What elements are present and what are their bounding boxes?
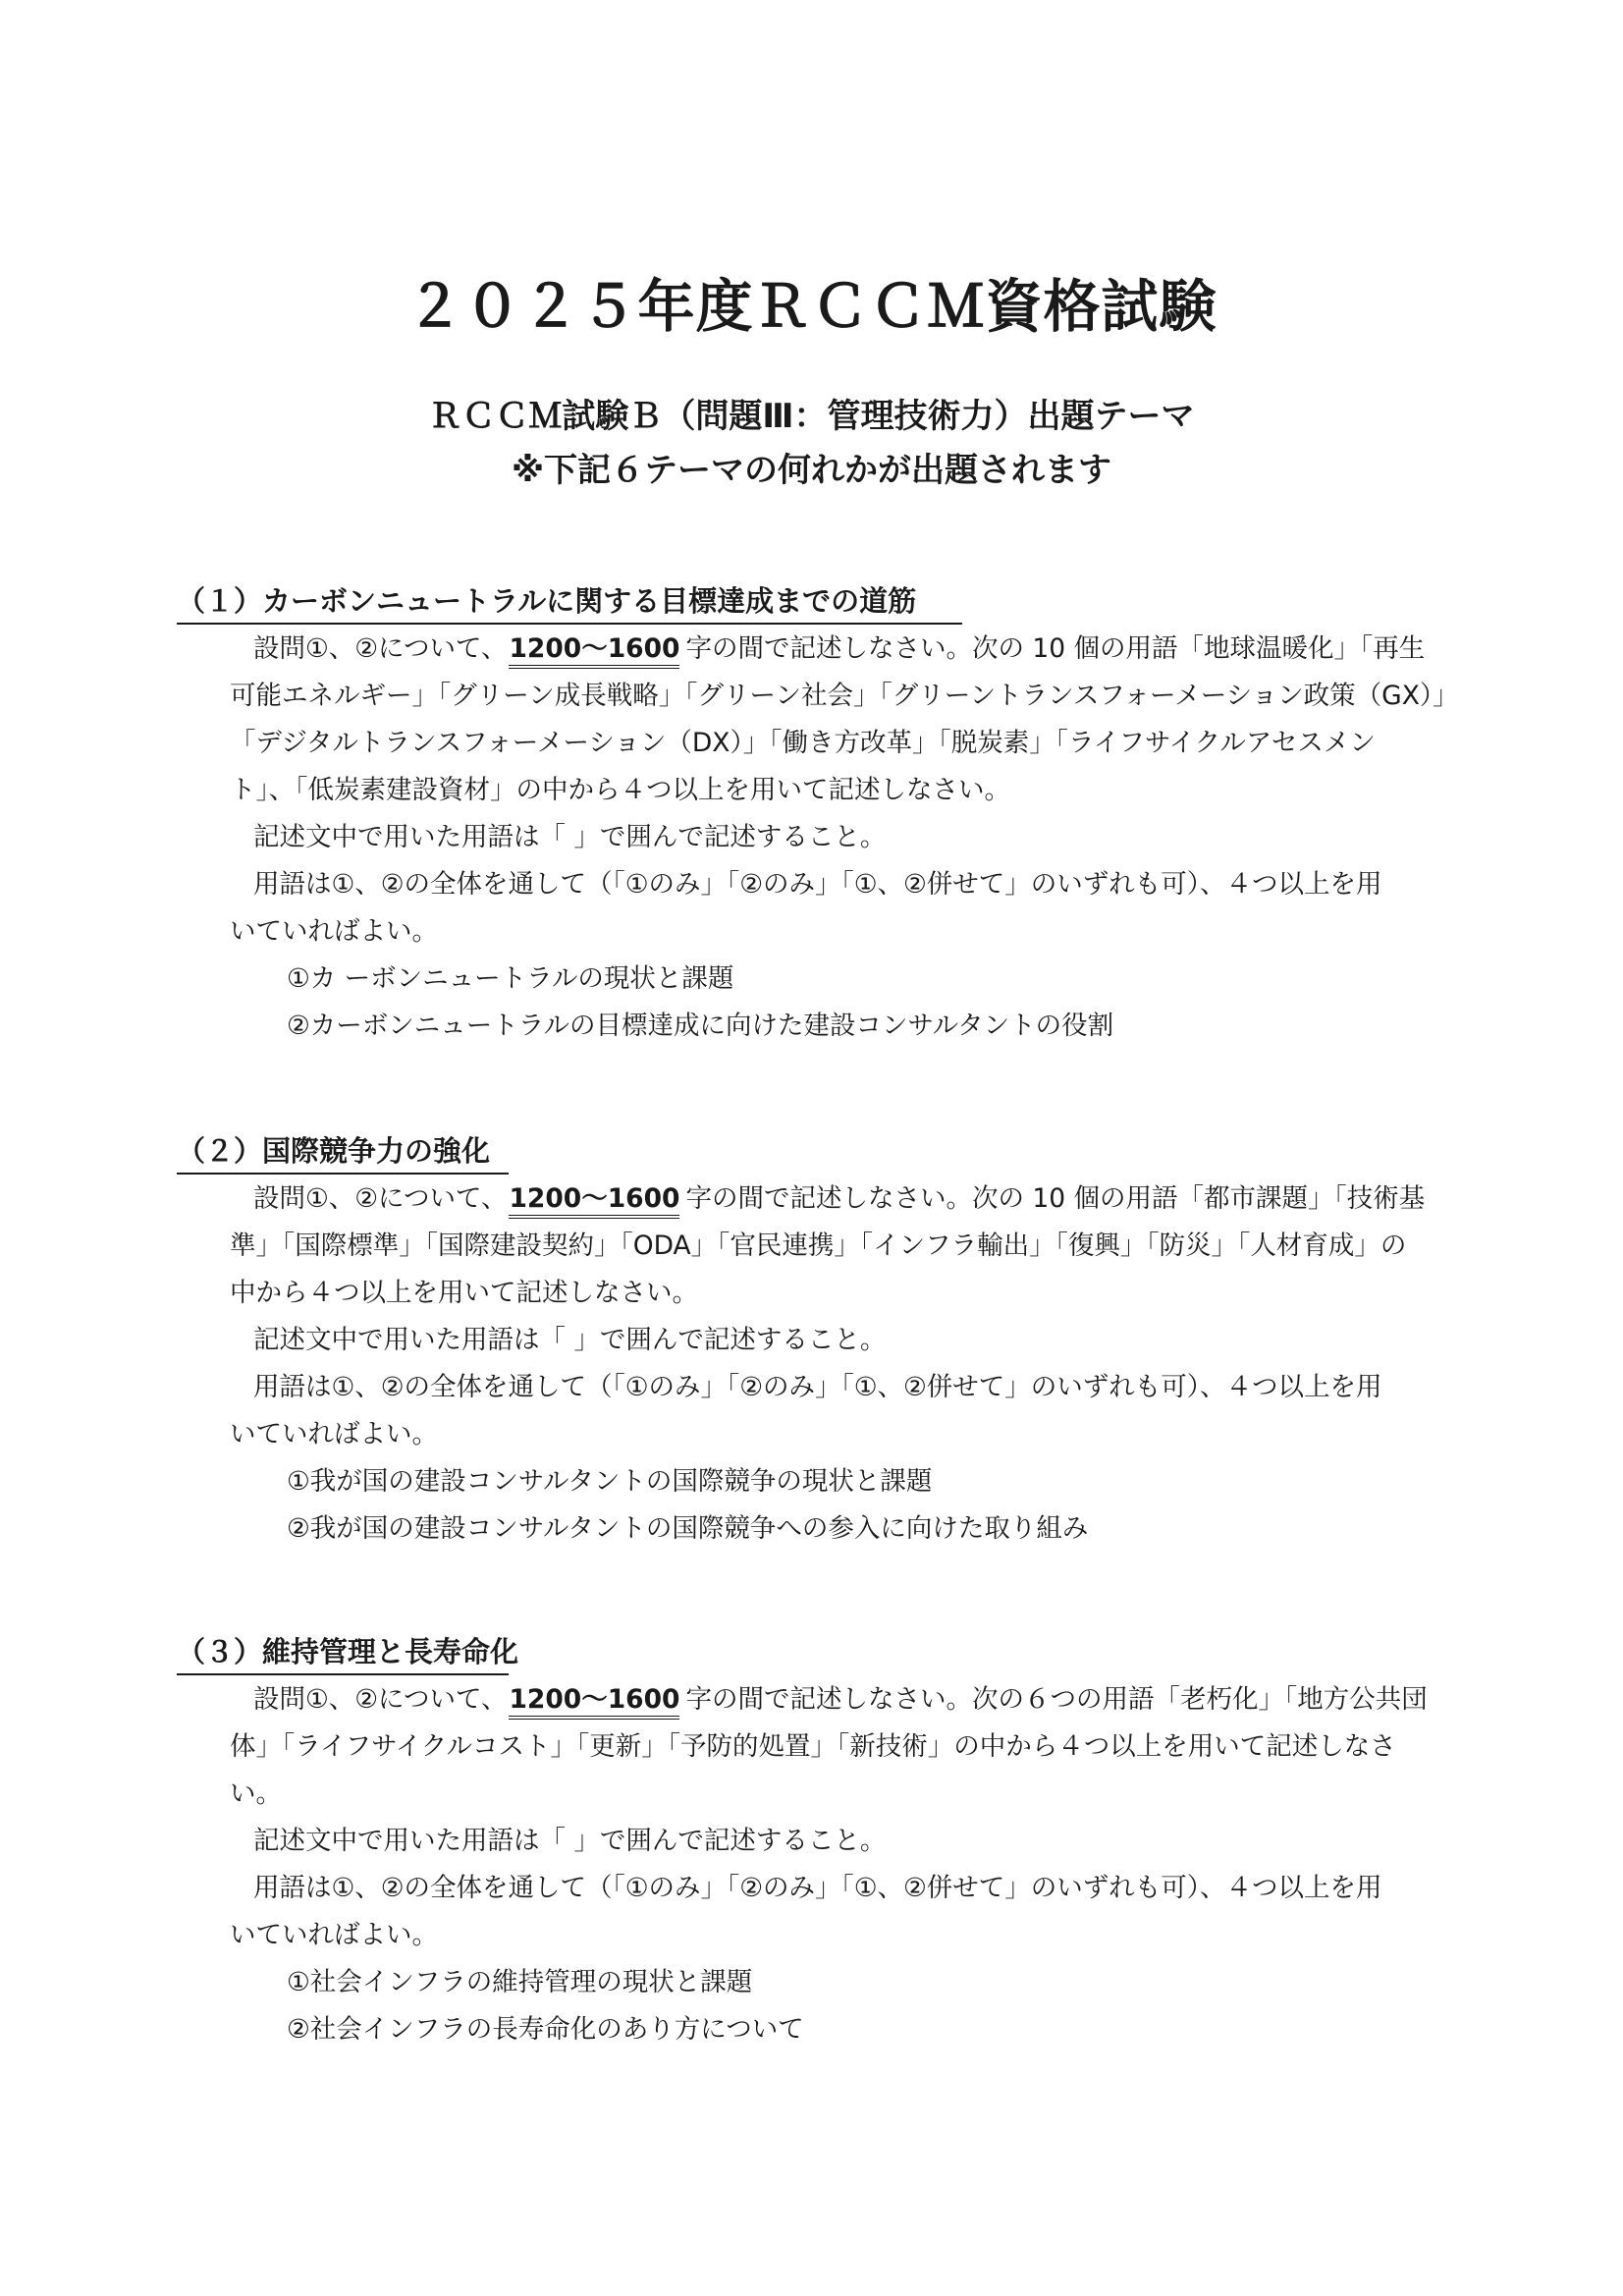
sub-question: ②社会インフラの長寿命化のあり方について [287, 2014, 804, 2045]
question-line: 可能エネルギー」「グリーン成長戦略」「グリーン社会」「グリーントランスフォーメーション政策（GX）」 [230, 681, 1459, 711]
char-count-range: 1200～1600 [509, 1684, 679, 1720]
sub-question: ①カ ーボンニュートラルの現状と課題 [287, 963, 734, 994]
sub-question: ②我が国の建設コンサルタントの国際競争への参入に向けた取り組み [287, 1513, 1089, 1544]
note-line: いていればよい。 [230, 1920, 438, 1950]
section-heading: （２）国際競争力の強化 [177, 1134, 491, 1168]
document-title: ２０２５年度ＲＣＣＭ資格試験 [406, 273, 1217, 340]
question-line: 準」「国際標準」「国際建設契約」「ODA」「官民連携」「インフラ輸出」「復興」「防災」「人材育成」の [230, 1230, 1407, 1261]
subtitle-note: ※下記６テーマの何れかが出題されます [511, 451, 1112, 490]
heading-underline [177, 1173, 509, 1175]
question-line: 設問①、②について、1200～1600 字の間で記述しなさい。次の 10 個の用語「地球温暖化」「再生 [253, 630, 1425, 668]
heading-underline [177, 623, 962, 625]
question-line: ト」、「低炭素建設資材」の中から４つ以上を用いて記述しなさい。 [230, 775, 1010, 805]
heading-underline [177, 1673, 509, 1675]
note-line: 用語は①、②の全体を通して（「①のみ」「②のみ」「①、②併せて」のいずれも可）、４つ以上を用 [253, 1873, 1382, 1903]
section-heading: （３）維持管理と長寿命化 [177, 1635, 519, 1668]
char-count-range: 1200～1600 [509, 633, 679, 669]
note-line: いていればよい。 [230, 916, 438, 947]
sub-question: ①我が国の建設コンサルタントの国際競争の現状と課題 [287, 1466, 933, 1497]
section-heading: （１）カーボンニュートラルに関する目標達成までの道筋 [177, 584, 917, 618]
question-line: 「デジタルトランスフォーメーション（DX）」「働き方改革」「脱炭素」「ライフサイクルアセスメン [230, 728, 1376, 758]
sub-question: ②カーボンニュートラルの目標達成に向けた建設コンサルタントの役割 [287, 1011, 1114, 1041]
char-count-range: 1200～1600 [509, 1183, 679, 1219]
note-line: 記述文中で用いた用語は「 」で囲んで記述すること。 [253, 1325, 887, 1355]
question-line: 中から４つ以上を用いて記述しなさい。 [230, 1278, 698, 1308]
question-line: 設問①、②について、1200～1600 字の間で記述しなさい。次の 10 個の用語「都市課題」「技術基 [253, 1180, 1425, 1218]
subtitle-exam-theme: ＲＣＣＭ試験Ｂ（問題Ⅲ：管理技術力）出題テーマ [428, 397, 1195, 436]
sub-question: ①社会インフラの維持管理の現状と課題 [287, 1967, 753, 1997]
question-line: い。 [230, 1778, 282, 1809]
question-line: 体」「ライフサイクルコスト」「更新」「予防的処置」「新技術」の中から４つ以上を用いて記述しなさ [230, 1731, 1396, 1762]
note-line: 用語は①、②の全体を通して（「①のみ」「②のみ」「①、②併せて」のいずれも可）、４つ以上を用 [253, 1372, 1382, 1402]
note-line: 記述文中で用いた用語は「 」で囲んで記述すること。 [253, 1826, 887, 1856]
note-line: 記述文中で用いた用語は「 」で囲んで記述すること。 [253, 822, 887, 852]
note-line: いていればよい。 [230, 1419, 438, 1449]
question-line: 設問①、②について、1200～1600 字の間で記述しなさい。次の６つの用語「老朽化」「地方公共団 [253, 1681, 1428, 1719]
note-line: 用語は①、②の全体を通して（「①のみ」「②のみ」「①、②併せて」のいずれも可）、４つ以上を用 [253, 869, 1382, 900]
